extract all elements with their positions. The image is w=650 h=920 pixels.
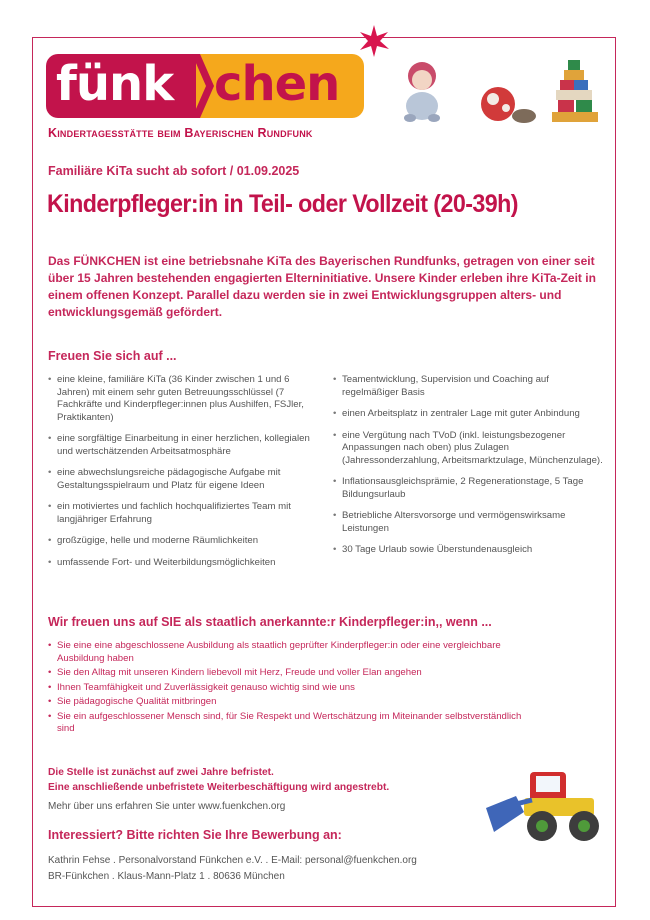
list-item: • Ihnen Teamfähigkeit und Zuverlässigkeit genauso wichtig sind wie uns [48, 682, 528, 695]
list-item: • einen Arbeitsplatz in zentraler Lage mit guter Anbindung [333, 408, 605, 421]
contact-line-2: BR-Fünkchen . Klaus-Mann-Platz 1 . 80636 München [48, 871, 285, 882]
contact-block [48, 853, 417, 885]
list-item: • eine Vergütung nach TVoD (inkl. leistungsbezogener Anpassungen nach oben) plus Zulagen (Jahressonderzahlung, Arbeitsmarktzulage, Münchenzulage). [333, 430, 605, 468]
list-item: • Sie ein aufgeschlossener Mensch sind, für Sie Respekt und Wertschätzung im Miteinander selbstverständlich sind [48, 711, 528, 736]
list-item: • ein motiviertes und fachlich hochqualifiziertes Team mit langjähriger Erfahrung [48, 501, 323, 526]
list-item: • Teamentwicklung, Supervision und Coaching auf regelmäßiger Basis [333, 374, 605, 399]
website-line: Mehr über uns erfahren Sie unter www.fuenkchen.org [48, 801, 286, 812]
logo-word-right: chen [214, 56, 340, 112]
intro-paragraph: Das FÜNKCHEN ist eine betriebsnahe KiTa des Bayerischen Rundfunks, getragen von einer seit über 15 Jahren bestehenden engagierten Elterninitiative. Unsere Kinder erleben ihre KiTa-Zeit in einem offenen Konzept. Parallel dazu werden sie in zwei Entwicklungsgruppen alters- und entwicklungsgemäß gefördert. [48, 254, 596, 319]
note-line-1: Die Stelle ist zunächst auf zwei Jahre befristet. [48, 767, 274, 778]
doll-toy [404, 62, 440, 122]
list-item: • Sie den Alltag mit unseren Kindern liebevoll mit Herz, Freude und voller Elan angehen [48, 667, 528, 680]
contract-note [48, 765, 389, 795]
funkchen-logo [46, 54, 364, 118]
contact-heading: Interessiert? Bitte richten Sie Ihre Bewerbung an: [48, 828, 342, 842]
ball-toy [481, 87, 536, 123]
list-item: • eine abwechslungsreiche pädagogische Aufgabe mit Gestaltungsspielraum und Platz für eigene Ideen [48, 467, 323, 492]
list-item: • Inflationsausgleichsprämie, 2 Regenerationstage, 5 Tage Bildungsurlaub [333, 476, 605, 501]
toys-illustration [400, 48, 600, 128]
blocks-toy [552, 60, 598, 122]
offer-list-right [333, 374, 605, 566]
list-item: • großzügige, helle und moderne Räumlichkeiten [48, 535, 323, 548]
offer-list-left [48, 374, 323, 578]
digger-toy-illustration [480, 750, 610, 850]
list-item: • eine sorgfältige Einarbeitung in einer herzlichen, kollegialen und wertschätzenden Arbeitsatmosphäre [48, 433, 323, 458]
requirements-list [48, 640, 528, 738]
list-item: • umfassende Fort- und Weiterbildungsmöglichkeiten [48, 557, 323, 570]
logo-arrow-icon [192, 54, 214, 118]
list-item: • Sie pädagogische Qualität mitbringen [48, 696, 528, 709]
list-item: • eine kleine, familiäre KiTa (36 Kinder zwischen 1 und 6 Jahren) mit einem sehr guten Betreuungsschlüssel (7 Fachkräfte und Kinderpfleger:innen plus Aushilfen, FSJler, Praktikanten) [48, 374, 323, 424]
list-item: • 30 Tage Urlaub sowie Überstundenausgleich [333, 544, 605, 557]
job-title: Kinderpfleger:in in Teil- oder Vollzeit (20-39h) [47, 190, 519, 218]
offer-heading: Freuen Sie sich auf ... [48, 349, 177, 363]
requirements-heading: Wir freuen uns auf SIE als staatlich anerkannte:r Kinderpfleger:in,, wenn ... [48, 615, 492, 629]
list-item: • Sie eine eine abgeschlossene Ausbildung als staatlich geprüfter Kinderpfleger:in oder eine vergleichbare Ausbildung haben [48, 640, 528, 665]
star-icon [357, 24, 391, 58]
kicker-line: Familiäre KiTa sucht ab sofort / 01.09.2025 [48, 164, 300, 178]
logo-word-left: fünk [56, 56, 174, 112]
note-line-2: Eine anschließende unbefristete Weiterbeschäftigung wird angestrebt. [48, 782, 390, 793]
logo-subtitle: Kindertagesstätte beim Bayerischen Rundfunk [48, 126, 313, 140]
list-item: • Betriebliche Altersvorsorge und vermögenswirksame Leistungen [333, 510, 605, 535]
contact-line-1: Kathrin Fehse . Personalvorstand Fünkchen e.V. . E-Mail: personal@fuenkchen.org [48, 855, 417, 866]
